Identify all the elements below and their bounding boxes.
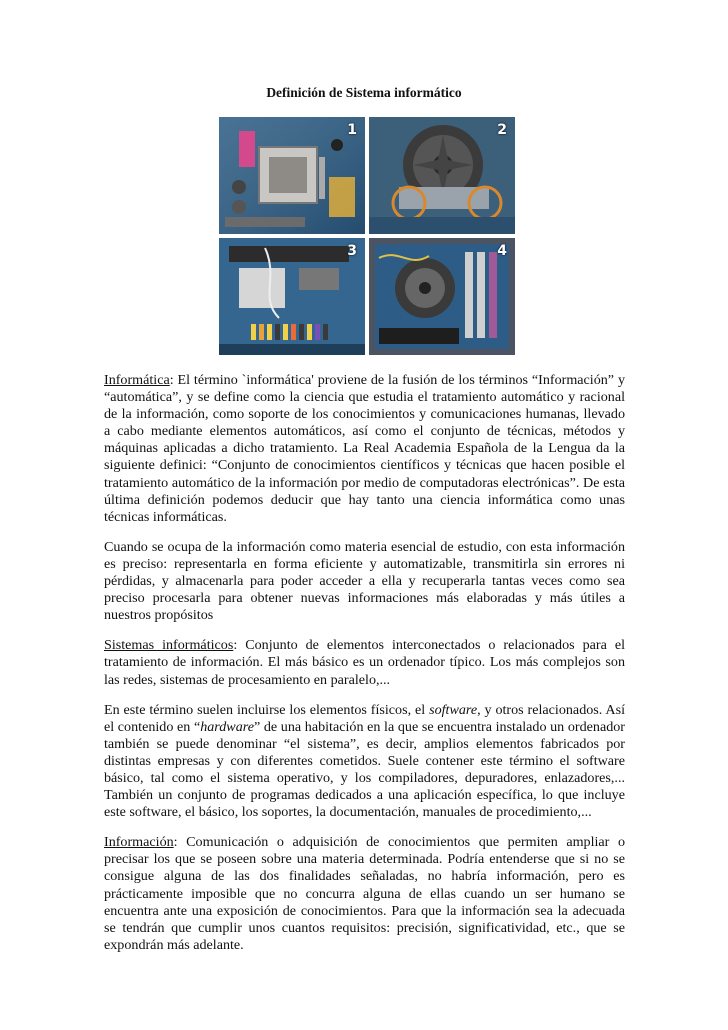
installed-board-image bbox=[369, 238, 515, 355]
document-body bbox=[104, 372, 625, 967]
photo-panel-cpu-cooler bbox=[369, 117, 515, 234]
panel-number: 3 bbox=[347, 243, 357, 259]
paragraph-sistemas-informaticos bbox=[104, 637, 625, 688]
paragraph-text: , y otros relacionados. Así el contenido en “ bbox=[104, 701, 625, 735]
motherboard-photo-collage bbox=[219, 117, 515, 355]
paragraph-informatica bbox=[104, 372, 625, 526]
term-informatica: Informática bbox=[104, 372, 170, 388]
cpu-cooler-image bbox=[369, 117, 515, 234]
paragraph-text: : Comunicación o adquisición de conocimientos que permiten ampliar o precisar los que se poseen sobre una materia determinada. Podría entenderse que si no se consigue alguna de las dos finalidades señaladas, no habría información, pero es prácticamente imposible que no concurra alguna de ellas cuando un ser humano se encuentra ante una exposición de conocimientos. Para que la información sea la adecuada se tendrán que cumplir unos cuantos requisitos: precisión, significatividad, etc., que se expondrán más adelante. bbox=[104, 834, 625, 953]
photo-panel-connectors bbox=[219, 238, 365, 355]
paragraph-text: : Conjunto de elementos interconectados o relacionados para el tratamiento de información. El más básico es un ordenador típico. Los más complejos son las redes, sistemas de procesamiento en paralelo,... bbox=[104, 637, 625, 688]
paragraph-text: : El término `informática' proviene de la fusión de los términos “Información” y “automática”, y se define como la ciencia que estudia el tratamiento automático y racional de la información, como soporte de los conocimientos y comunicaciones humanas, llevado a cabo mediante elementos automáticos, así como el conjunto de técnicas, métodos y máquinas aplicadas a dicho tratamiento. La Real Academia Española de la Lengua da la siguiente definici: “Conjunto de conocimientos científicos y técnicas que hacen posible el tratamiento automático de la información por medio de computadoras electrónicas”. De esta última definición podemos deducir que hay tanto una ciencia informática como unas técnicas informáticas. bbox=[104, 372, 625, 525]
term-informacion: Información bbox=[104, 834, 174, 851]
cpu-socket-image bbox=[219, 117, 365, 234]
paragraph-elementos bbox=[104, 702, 625, 822]
document-title: Definición de Sistema informático bbox=[266, 85, 462, 100]
photo-panel-installed-board bbox=[369, 238, 515, 355]
panel-number: 4 bbox=[497, 243, 507, 259]
emphasis-hardware: hardware bbox=[200, 718, 254, 735]
connectors-image bbox=[219, 238, 365, 355]
paragraph-informacion-estudio bbox=[104, 539, 625, 624]
panel-number: 1 bbox=[347, 122, 357, 138]
paragraph-informacion bbox=[104, 834, 625, 954]
panel-number: 2 bbox=[497, 122, 507, 138]
paragraph-text: Cuando se ocupa de la información como materia esencial de estudio, con esta información es preciso: representarla en forma eficiente y automatizable, transmitirla sin errores ni pérdidas, y almacenarla para poder acceder a ella y recuperarla tantas veces como sea preciso procesarla para obtener nuevas informaciones más elaboradas y más útiles a nuestros propósitos bbox=[104, 538, 625, 624]
paragraph-text: En este término suelen incluirse los elementos físicos, el bbox=[104, 701, 430, 718]
emphasis-software: software bbox=[429, 701, 478, 718]
paragraph-text: ” de una habitación en la que se encuentra instalado un ordenador también se puede denominar “el sistema”, es decir, amplios elementos fabricados por distintas empresas y con diferentes cometidos. Suele contener este término el software básico, tal como el sistema operativo, y los compiladores, depuradores, enlazadores,... También un conjunto de programas dedicados a una aplicación específica, lo que incluye este software, el básico, los soportes, la documentación, manuales de procedimiento,... bbox=[104, 718, 625, 821]
photo-panel-cpu-socket bbox=[219, 117, 365, 234]
term-sistemas-informaticos: Sistemas informáticos bbox=[104, 637, 234, 654]
